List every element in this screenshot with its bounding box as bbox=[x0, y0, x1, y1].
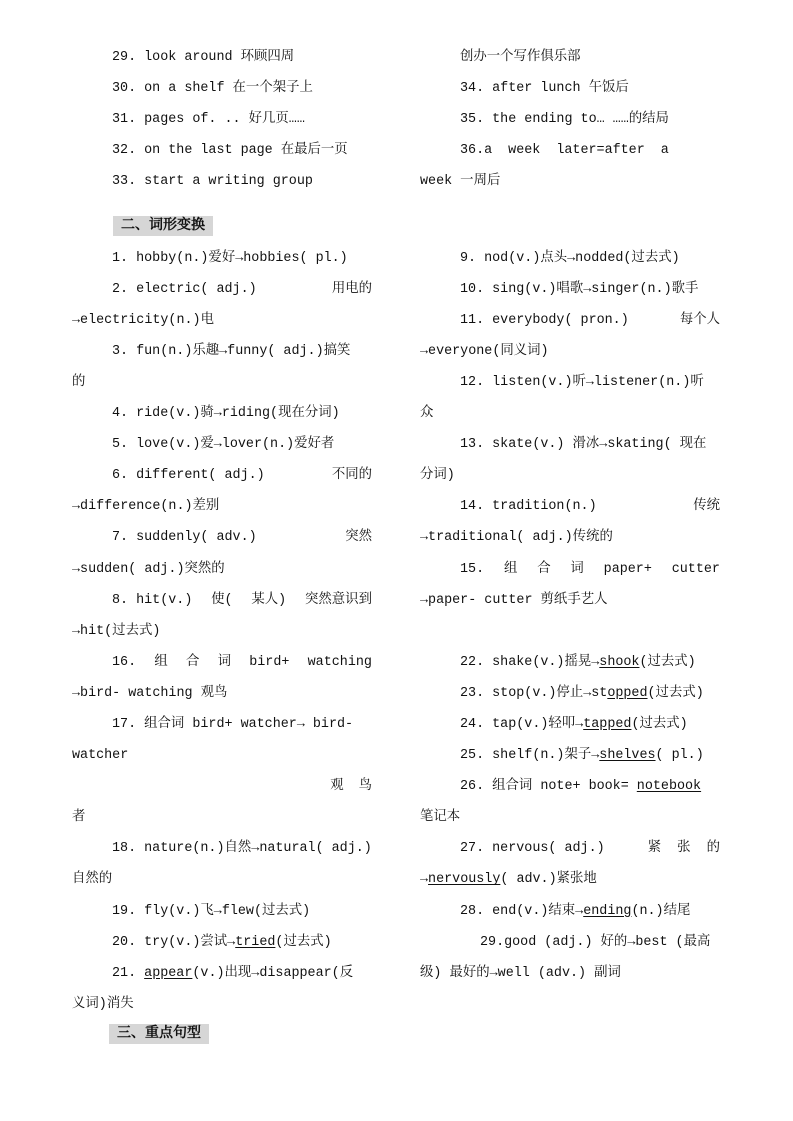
phrase-line: 35. the ending to… ……的结局 bbox=[460, 111, 669, 127]
word-form-line: 19. fly(v.)飞→flew(过去式) bbox=[112, 903, 311, 919]
phrase-line: 36.a week later=after a bbox=[460, 142, 669, 158]
word-form-line bbox=[72, 771, 372, 802]
section-heading-label: 二、词形变换 bbox=[113, 216, 213, 236]
section-heading-label: 三、重点句型 bbox=[109, 1024, 209, 1044]
word-form-segment: 合 bbox=[537, 561, 551, 577]
word-form-line: →electricity(n.)电 bbox=[72, 312, 214, 328]
word-form-segment: 27. nervous( adj.) bbox=[460, 841, 605, 857]
word-form-line: 自然的 bbox=[72, 872, 113, 888]
word-form-segment: 16. bbox=[112, 654, 137, 670]
word-form-segment: 突然意识到 bbox=[305, 592, 372, 608]
word-form-line: 5. love(v.)爱→lover(n.)爱好者 bbox=[112, 437, 335, 453]
word-form-segment: ( adv.)紧张地 bbox=[500, 872, 597, 888]
word-form-segment: 11. everybody( pron.) bbox=[460, 312, 629, 328]
word-form-segment: ( pl.) bbox=[655, 748, 704, 764]
word-form-segment: 25. shelf(n.)架子→ bbox=[460, 748, 600, 764]
word-form-line: 级) 最好的→well (adv.) 副词 bbox=[420, 965, 621, 981]
word-form-line bbox=[420, 554, 720, 585]
word-form-line: 9. nod(v.)点头→nodded(过去式) bbox=[460, 250, 680, 266]
underlined-answer: opped bbox=[607, 685, 648, 701]
word-form-line: 13. skate(v.) 滑冰→skating( 现在 bbox=[460, 437, 707, 453]
word-form-line bbox=[72, 647, 372, 678]
word-form-line bbox=[420, 896, 720, 927]
word-form-segment: 鸟 bbox=[358, 779, 372, 795]
word-forms-left-column bbox=[72, 243, 372, 647]
word-form-segment: 26. 组合词 note+ book= bbox=[460, 779, 629, 795]
word-form-line bbox=[72, 460, 372, 491]
word-form-line: 笔记本 bbox=[420, 810, 461, 826]
word-form-segment: 20. try(v.)尝试→ bbox=[112, 934, 236, 950]
word-form-line: →everyone(同义词) bbox=[420, 343, 549, 359]
word-form-line bbox=[72, 522, 372, 553]
word-form-line: →traditional( adj.)传统的 bbox=[420, 530, 613, 546]
phrase-line: 31. pages of. .. 好几页…… bbox=[112, 111, 305, 127]
phrase-line: 创办一个写作俱乐部 bbox=[460, 49, 581, 65]
word-form-line: 的 bbox=[72, 374, 86, 390]
word-form-segment: 15. bbox=[460, 561, 485, 577]
word-form-line bbox=[420, 740, 720, 771]
word-form-segment: 每个人 bbox=[679, 312, 720, 328]
word-form-segment: (n.)结尾 bbox=[631, 903, 691, 919]
word-form-segment: (过去式) bbox=[631, 716, 688, 732]
word-form-segment: 某人) bbox=[251, 592, 287, 608]
word-form-line: →bird- watching 观鸟 bbox=[72, 685, 228, 701]
phrases-right-column bbox=[420, 42, 720, 197]
word-form-segment: (v.)出现→disappear(反 bbox=[192, 965, 354, 981]
word-forms-left-column bbox=[72, 647, 372, 1020]
word-form-line: 1. hobby(n.)爱好→hobbies( pl.) bbox=[112, 250, 348, 266]
word-form-line bbox=[420, 491, 720, 522]
word-form-line bbox=[72, 274, 372, 305]
underlined-answer: nervously bbox=[428, 872, 501, 888]
word-form-segment: 23. stop(v.)停止→st bbox=[460, 685, 608, 701]
word-form-segment: 8. hit(v.) bbox=[112, 592, 193, 608]
word-form-segment: 21. bbox=[112, 965, 137, 981]
word-forms-block-1 bbox=[72, 243, 720, 647]
word-form-segment: 2. electric( adj.) bbox=[112, 281, 257, 297]
word-form-segment: (过去式) bbox=[275, 934, 332, 950]
underlined-answer: ending bbox=[583, 903, 632, 919]
word-forms-block-2 bbox=[72, 647, 720, 1020]
word-forms-right-column bbox=[420, 647, 720, 1020]
word-form-line: 17. 组合词 bird+ watcher→ bird- bbox=[112, 716, 354, 732]
word-form-segment: → bbox=[420, 872, 429, 888]
word-form-line: 者 bbox=[72, 810, 86, 826]
word-form-line: →hit(过去式) bbox=[72, 623, 161, 639]
word-form-segment: 28. end(v.)结束→ bbox=[460, 903, 584, 919]
word-form-segment: 14. tradition(n.) bbox=[460, 499, 597, 515]
word-form-line: →paper- cutter 剪纸手艺人 bbox=[420, 592, 608, 608]
word-form-line bbox=[420, 771, 720, 802]
word-form-line bbox=[420, 833, 720, 864]
word-form-line: 29.good (adj.) 好的→best (最高 bbox=[480, 934, 711, 950]
word-form-segment: (过去式) bbox=[647, 685, 704, 701]
underlined-answer: tapped bbox=[583, 716, 632, 732]
section-heading-key-sentences bbox=[72, 1020, 720, 1051]
word-form-line bbox=[420, 678, 720, 709]
word-form-line: 分词) bbox=[420, 468, 455, 484]
word-form-segment: cutter bbox=[671, 561, 720, 577]
word-form-line: 18. nature(n.)自然→natural( adj.) bbox=[112, 841, 372, 857]
word-form-segment: 使( bbox=[211, 592, 233, 608]
phrase-line: 29. look around 环顾四周 bbox=[112, 49, 295, 65]
document-body bbox=[72, 42, 720, 1052]
section-heading-word-forms bbox=[72, 211, 720, 242]
phrase-line: 33. start a writing group bbox=[112, 173, 313, 189]
word-form-segment: 词 bbox=[570, 561, 584, 577]
word-form-line: 10. sing(v.)唱歌→singer(n.)歌手 bbox=[460, 281, 699, 297]
word-form-line bbox=[72, 958, 372, 989]
word-form-line: 3. fun(n.)乐趣→funny( adj.)搞笑 bbox=[112, 343, 351, 359]
word-form-line: →difference(n.)差别 bbox=[72, 499, 220, 515]
word-forms-right-column bbox=[420, 243, 720, 647]
word-form-line bbox=[420, 647, 720, 678]
word-form-segment: 观 bbox=[330, 779, 344, 795]
phrase-line: 34. after lunch 午饭后 bbox=[460, 80, 629, 96]
underlined-answer: shook bbox=[599, 654, 640, 670]
word-form-segment: 组 bbox=[154, 654, 168, 670]
word-form-segment: 22. shake(v.)摇晃→ bbox=[460, 654, 600, 670]
underlined-answer: notebook bbox=[636, 779, 702, 795]
phrase-line: week 一周后 bbox=[420, 173, 501, 189]
word-form-line: 众 bbox=[420, 406, 434, 422]
word-form-line: 义词)消失 bbox=[72, 996, 134, 1012]
word-form-line bbox=[420, 864, 720, 895]
word-form-line bbox=[420, 305, 720, 336]
underlined-answer: shelves bbox=[599, 748, 656, 764]
word-form-line: →sudden( adj.)突然的 bbox=[72, 561, 225, 577]
word-form-line: 4. ride(v.)骑→riding(现在分词) bbox=[112, 406, 340, 422]
word-form-segment: 词 bbox=[217, 654, 231, 670]
word-form-segment: 传统 bbox=[693, 499, 720, 515]
word-form-segment: 不同的 bbox=[331, 468, 372, 484]
word-form-line bbox=[72, 927, 372, 958]
word-form-segment: 突然 bbox=[345, 530, 372, 546]
word-form-segment: (过去式) bbox=[639, 654, 696, 670]
word-form-segment: 6. different( adj.) bbox=[112, 468, 265, 484]
word-form-segment: bird+ bbox=[249, 654, 290, 670]
word-form-segment: 24. tap(v.)轻叩→ bbox=[460, 716, 584, 732]
word-form-segment: 合 bbox=[185, 654, 200, 670]
word-form-segment: 组 bbox=[503, 561, 518, 577]
word-form-line bbox=[420, 709, 720, 740]
phrase-line: 32. on the last page 在最后一页 bbox=[112, 142, 348, 158]
phrases-block bbox=[72, 42, 720, 197]
word-form-segment: 用电的 bbox=[331, 281, 372, 297]
word-form-line bbox=[72, 585, 372, 616]
word-form-segment: watching bbox=[307, 654, 372, 670]
word-form-line: watcher bbox=[72, 748, 129, 764]
underlined-answer: tried bbox=[235, 934, 276, 950]
phrases-left-column bbox=[72, 42, 372, 197]
word-form-segment: 紧 张 的 bbox=[647, 841, 720, 857]
underlined-answer: appear bbox=[144, 965, 193, 981]
phrase-line: 30. on a shelf 在一个架子上 bbox=[112, 80, 313, 96]
word-form-segment: paper+ bbox=[603, 561, 652, 577]
word-form-segment: 7. suddenly( adv.) bbox=[112, 530, 257, 546]
word-form-line: 12. listen(v.)听→listener(n.)听 bbox=[460, 374, 704, 390]
